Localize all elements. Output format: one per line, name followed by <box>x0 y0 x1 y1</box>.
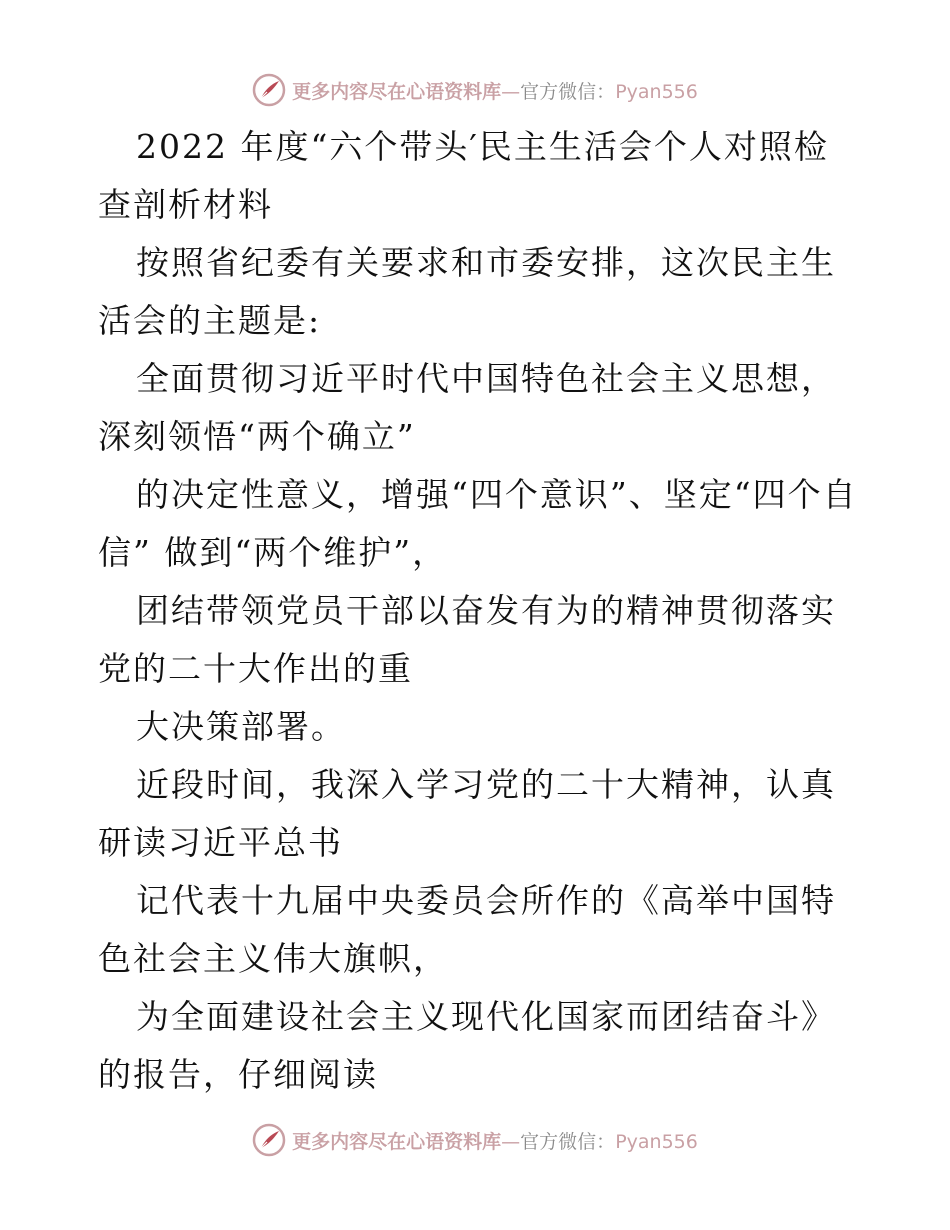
feather-quill-logo-icon <box>252 1123 286 1157</box>
watermark-wechat-id: Pyan556 <box>615 1130 698 1153</box>
watermark-official-label: 官方微信： <box>520 80 616 103</box>
paragraph: 近段时间，我深入学习党的二十大精神，认真研读习近平总书 <box>98 765 836 862</box>
footer-watermark <box>0 1120 950 1160</box>
watermark-text <box>292 77 698 104</box>
paragraph: 团结带领党员干部以奋发有为的精神贯彻落实党的二十大作出的重 <box>98 591 836 688</box>
feather-quill-logo-icon <box>252 73 286 107</box>
watermark-wechat-id: Pyan556 <box>615 80 698 103</box>
paragraph: 记代表十九届中央委员会所作的《高举中国特色社会主义伟大旗帜， <box>98 881 836 978</box>
paragraph: 按照省纪委有关要求和市委安排，这次民主生活会的主题是: <box>98 243 836 340</box>
watermark-text <box>292 1127 698 1154</box>
paragraph: 为全面建设社会主义现代化国家而团结奋斗》的报告，仔细阅读 <box>98 997 836 1094</box>
watermark-dash: — <box>501 1130 521 1153</box>
document-body <box>98 118 858 1104</box>
paragraph: 全面贯彻习近平时代中国特色社会主义思想，深刻领悟“两个确立” <box>98 359 836 456</box>
paragraph: 的决定性意义，增强“四个意识”、坚定“四个自信” 做到“两个维护”， <box>98 475 858 572</box>
paragraph: 大决策部署。 <box>136 707 346 746</box>
watermark-brand: 更多内容尽在心语资料库 <box>292 80 502 103</box>
watermark-dash: — <box>501 80 521 103</box>
watermark-brand: 更多内容尽在心语资料库 <box>292 1130 502 1153</box>
watermark-official-label: 官方微信： <box>520 1130 616 1153</box>
header-watermark <box>0 70 950 110</box>
document-title: 2022 年度“六个带头′民主生活会个人对照检查剖析材料 <box>98 127 829 224</box>
